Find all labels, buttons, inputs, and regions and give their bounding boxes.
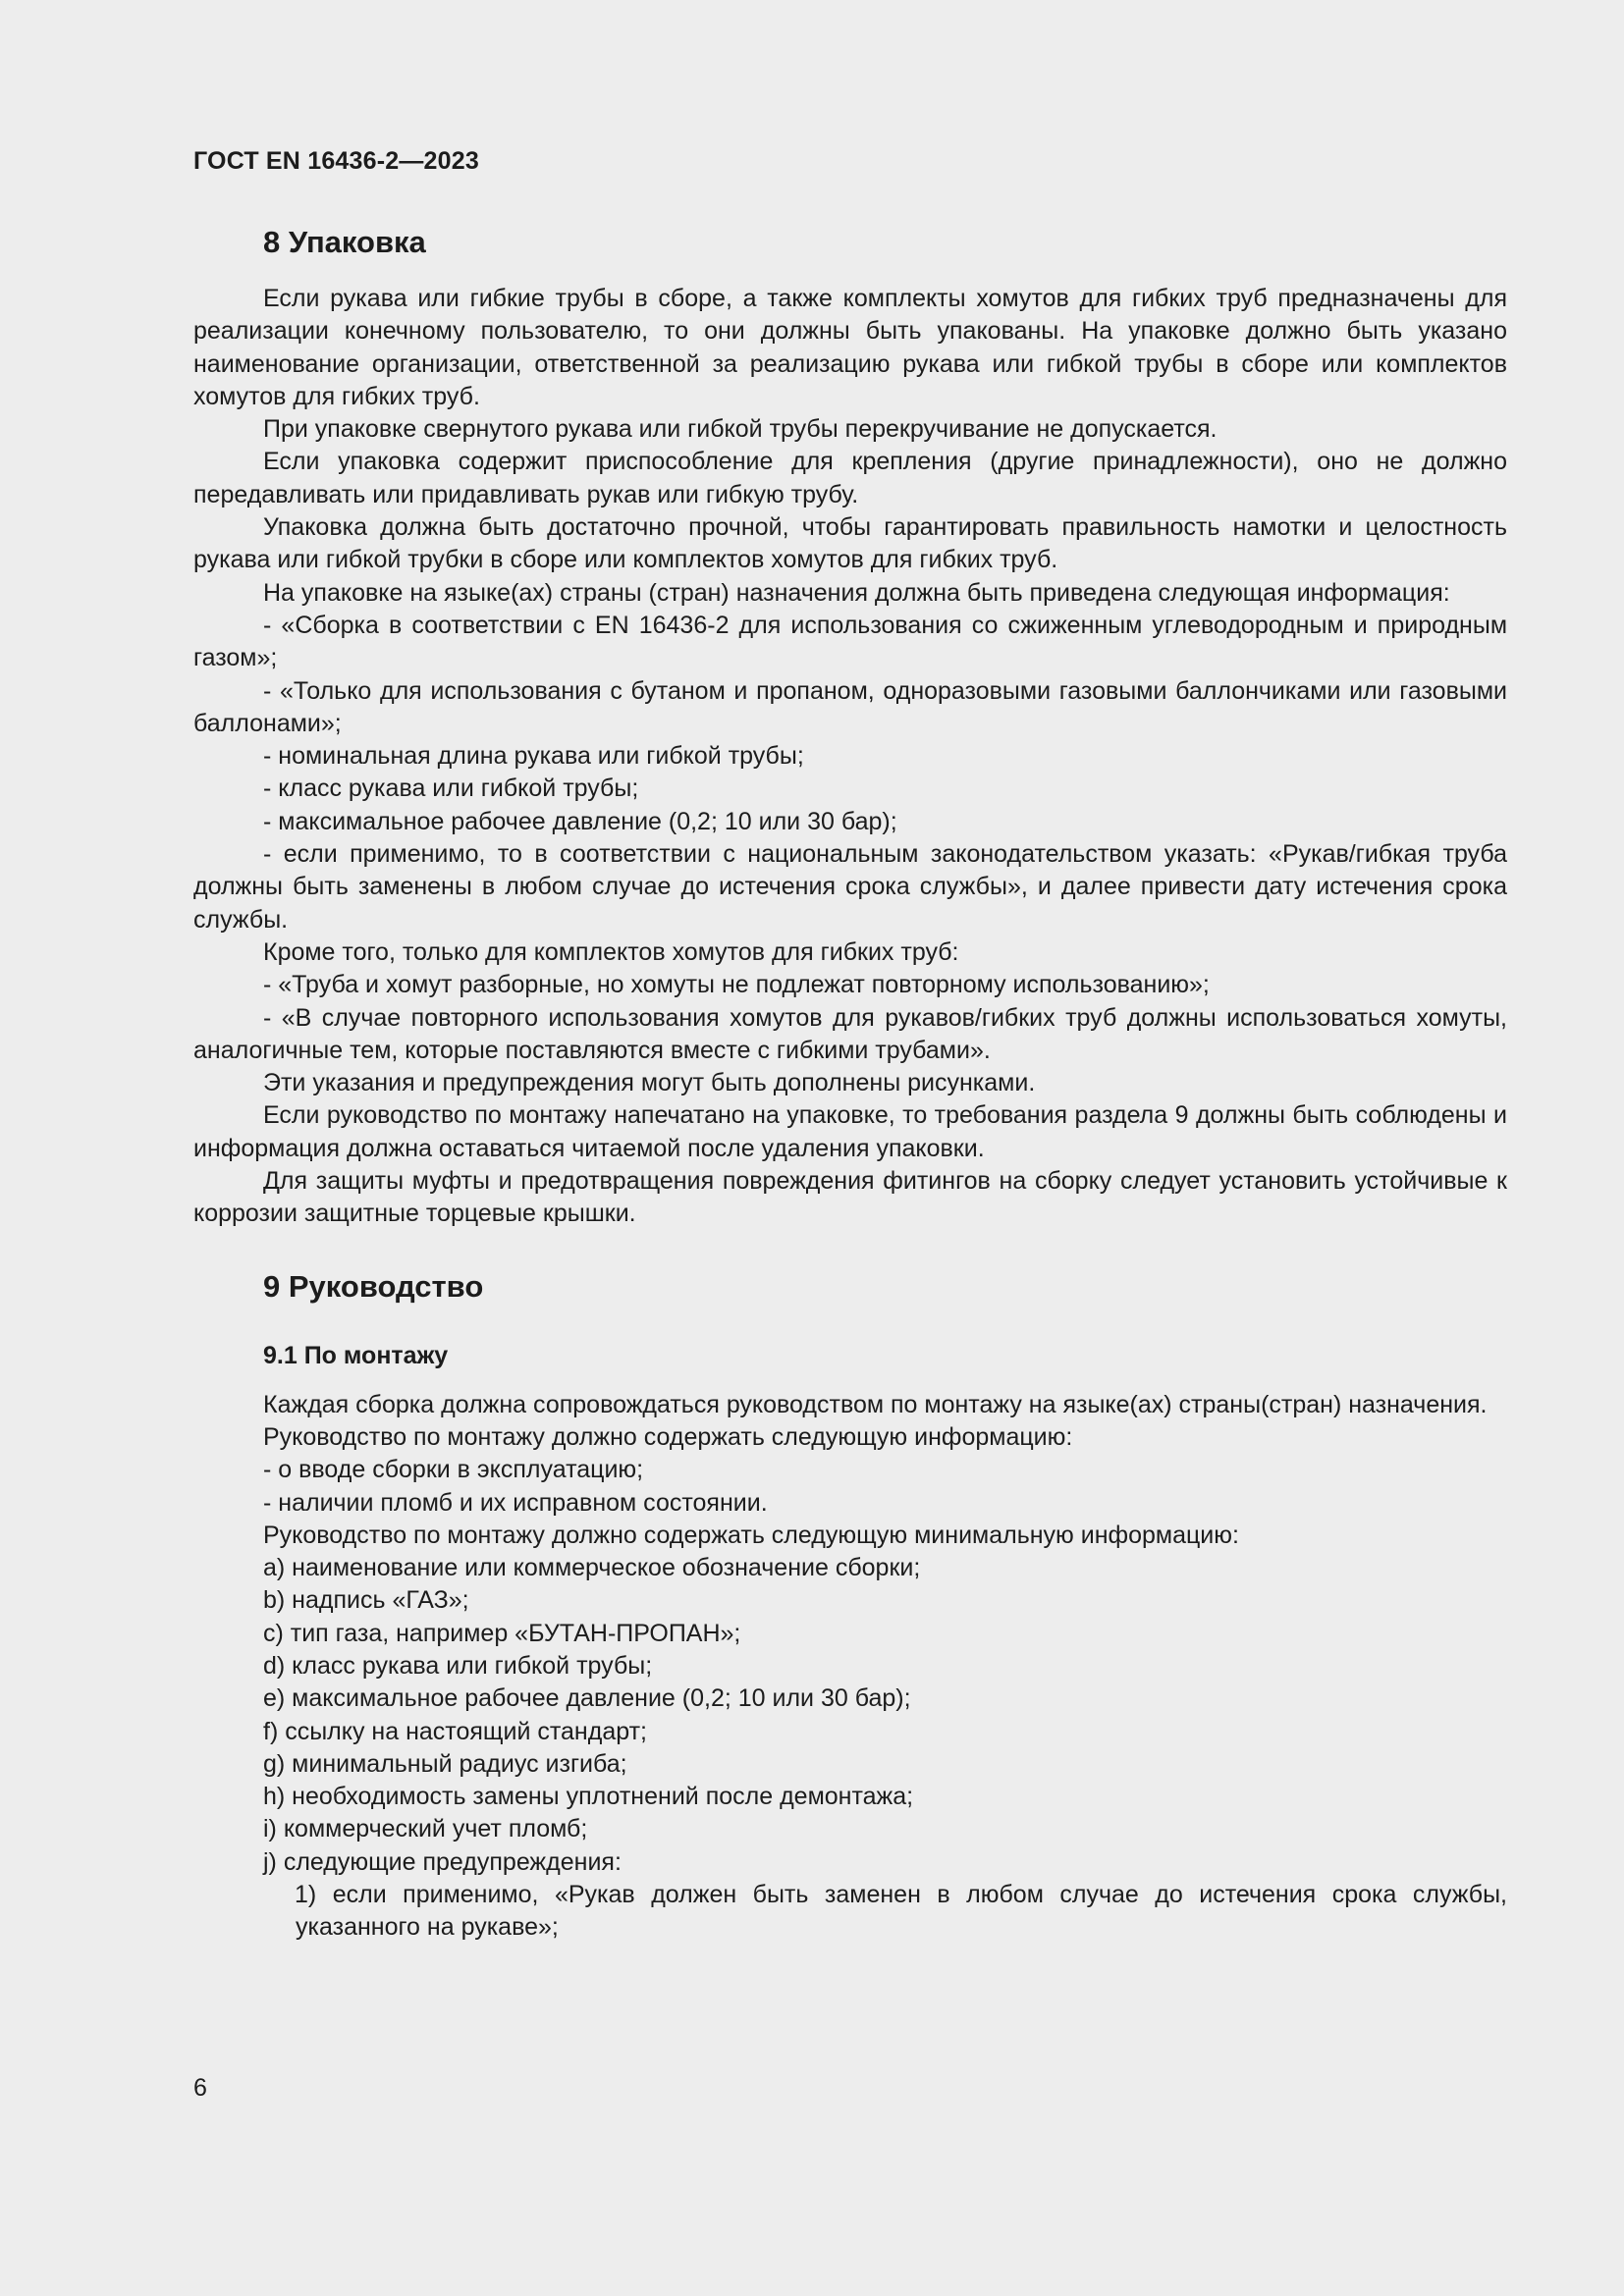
page-number: 6 [193,2074,207,2102]
paragraph: При упаковке свернутого рукава или гибкой трубы перекручивание не допускается. [263,415,1218,444]
paragraph: Упаковка должна быть достаточно прочной, чтобы гарантировать правильность намотки и целостность рукава или гибкой трубки в сборе или комплектов хомутов для гибких труб. [193,513,1507,574]
list-item: c) тип газа, например «БУТАН-ПРОПАН»; [263,1619,741,1647]
section-8-heading: 8 Упаковка [263,225,426,259]
page-content [193,224,1507,1945]
list-item: d) класс рукава или гибкой трубы; [263,1651,653,1680]
list-item: - «Только для использования с бутаном и пропаном, одноразовыми газовыми баллончиками или газовыми баллонами»; [193,676,1507,737]
list-item: - наличии пломб и их исправном состоянии. [263,1488,768,1517]
document-code-header: ГОСТ EN 16436-2—2023 [193,147,479,175]
paragraph: Кроме того, только для комплектов хомутов для гибких труб: [263,937,959,966]
list-item: - о вводе сборки в эксплуатацию; [263,1456,644,1484]
list-item: - класс рукава или гибкой трубы; [263,774,639,803]
list-item: a) наименование или коммерческое обозначение сборки; [263,1554,921,1582]
list-item: h) необходимость замены уплотнений после демонтажа; [263,1783,914,1811]
list-item: - максимальное рабочее давление (0,2; 10 или 30 бар); [263,807,897,835]
list-item: - если применимо, то в соответствии с национальным законодательством указать: «Рукав/гибкая труба должны быть заменены в любом случае до истечения срока службы», и далее привести дату истечения срока службы. [193,840,1507,934]
list-item: - «В случае повторного использования хомутов для рукавов/гибких труб должны использоваться хомуты, аналогичные тем, которые поставляются вместе с гибкими трубами». [193,1003,1507,1064]
paragraph: Если рукава или гибкие трубы в сборе, а также комплекты хомутов для гибких труб предназначены для реализации конечному пользователю, то они должны быть упакованы. На упаковке должно быть указано наименование организации, ответственной за реализацию рукава или гибкой трубы в сборе или комплектов хомутов для гибких труб. [193,285,1507,410]
list-item: - «Труба и хомут разборные, но хомуты не подлежат повторному использованию»; [263,971,1210,999]
sub-list-item: 1) если применимо, «Рукав должен быть заменен в любом случае до истечения срока службы, указанного на рукаве»; [295,1881,1507,1942]
paragraph: Руководство по монтажу должно содержать следующую минимальную информацию: [263,1521,1239,1549]
paragraph: Если руководство по монтажу напечатано на упаковке, то требования раздела 9 должны быть соблюдены и информация должна оставаться читаемой после удаления упаковки. [193,1101,1507,1162]
section-9-heading: 9 Руководство [263,1268,484,1304]
list-item: f) ссылку на настоящий стандарт; [263,1717,647,1745]
paragraph: Если упаковка содержит приспособление для крепления (другие принадлежности), оно не должно передавливать или придавливать рукав или гибкую трубу. [193,448,1507,508]
paragraph: Для защиты муфты и предотвращения повреждения фитингов на сборку следует установить устойчивые к коррозии защитные торцевые крышки. [193,1167,1507,1228]
list-item: b) надпись «ГАЗ»; [263,1586,469,1615]
list-item: e) максимальное рабочее давление (0,2; 10 или 30 бар); [263,1684,911,1713]
subsection-9-1-heading: 9.1 По монтажу [263,1341,449,1369]
paragraph: Каждая сборка должна сопровождаться руководством по монтажу на языке(ах) страны(стран) назначения. [263,1390,1488,1418]
list-item: i) коммерческий учет пломб; [263,1815,588,1843]
list-item: j) следующие предупреждения: [263,1847,622,1876]
list-item: g) минимальный радиус изгиба; [263,1749,627,1778]
list-item: - номинальная длина рукава или гибкой трубы; [263,742,804,771]
paragraph: Руководство по монтажу должно содержать следующую информацию: [263,1422,1073,1451]
list-item: - «Сборка в соответствии с EN 16436-2 для использования со сжиженным углеводородным и природным газом»; [193,611,1507,672]
paragraph: Эти указания и предупреждения могут быть дополнены рисунками. [263,1069,1036,1097]
paragraph: На упаковке на языке(ах) страны (стран) назначения должна быть приведена следующая информация: [263,578,1450,607]
